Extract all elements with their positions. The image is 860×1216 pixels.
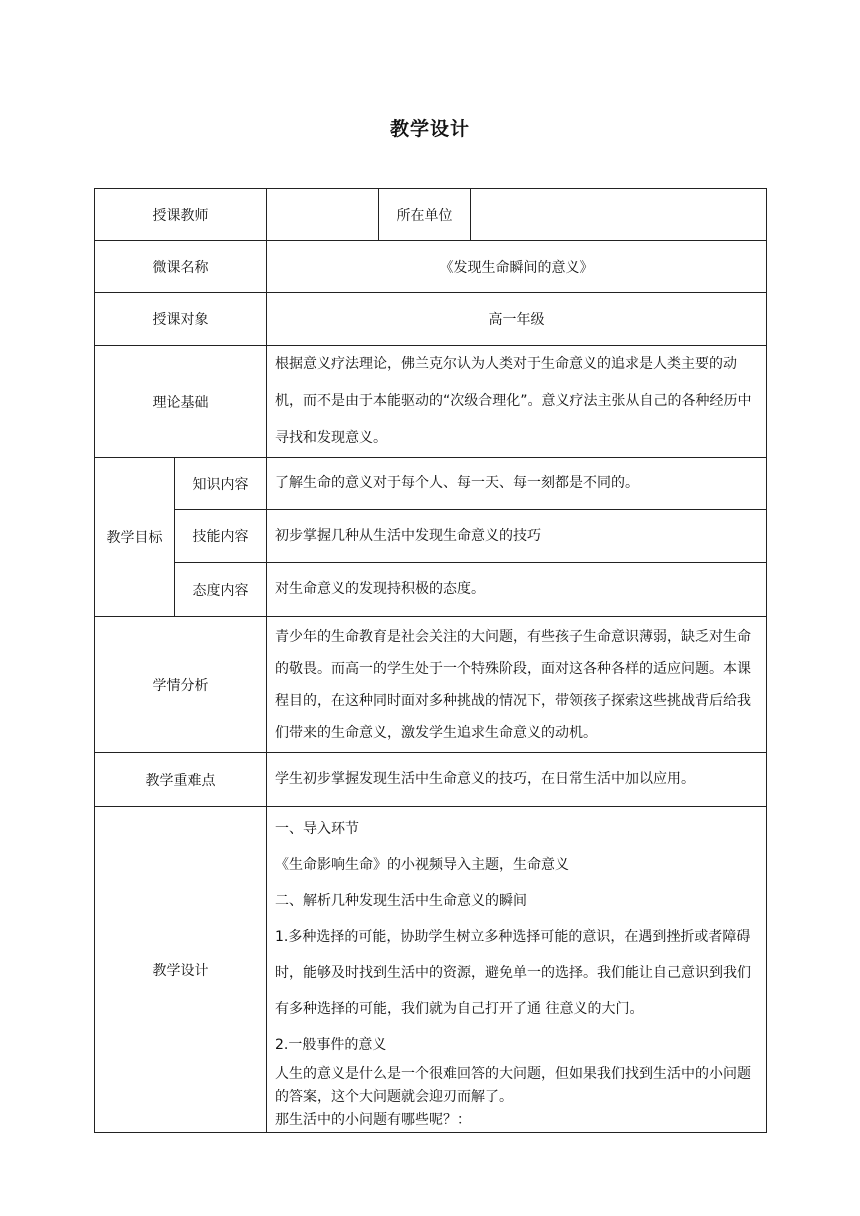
goal-value-knowledge: 了解生命的意义对于每个人、每一天、每一刻都是不同的。	[267, 458, 767, 510]
design-line: 一、导入环节	[275, 821, 359, 837]
row-teacher	[95, 189, 767, 241]
design-line: 《生命影响生命》的小视频导入主题，生命意义	[275, 857, 569, 873]
audience-label: 授课对象	[95, 293, 267, 346]
analysis-label: 学情分析	[95, 617, 267, 753]
goal-value-attitude: 对生命意义的发现持积极的态度。	[267, 563, 767, 617]
theory-value: 根据意义疗法理论，佛兰克尔认为人类对于生命意义的追求是人类主要的动机，而不是由于本能驱动的“次级合理化”。意义疗法主张从自己的各种经历中寻找和发现意义。	[267, 346, 767, 458]
design-label: 教学设计	[95, 807, 267, 1133]
teacher-value	[267, 189, 379, 241]
key-points-value: 学生初步掌握发现生活中生命意义的技巧，在日常生活中加以应用。	[267, 753, 767, 807]
analysis-value: 青少年的生命教育是社会关注的大问题，有些孩子生命意识薄弱，缺乏对生命的敬畏。而高一的学生处于一个特殊阶段，面对这各种各样的适应问题。本课程目的，在这种同时面对多种挑战的情况下，带领孩子探索这些挑战背后给我们带来的生命意义，激发学生追求生命意义的动机。	[267, 617, 767, 753]
row-theory	[95, 346, 767, 458]
goal-label-skill: 技能内容	[175, 510, 267, 563]
lesson-design-table	[94, 188, 767, 1133]
teacher-label: 授课教师	[95, 189, 267, 241]
row-course-name	[95, 241, 767, 293]
design-line: 二、解析几种发现生活中生命意义的瞬间	[275, 893, 527, 909]
row-audience	[95, 293, 767, 346]
row-goal-knowledge	[95, 458, 767, 510]
page-title: 教学设计	[389, 118, 470, 140]
key-points-label: 教学重难点	[95, 753, 267, 807]
design-content	[267, 807, 767, 1133]
row-analysis	[95, 617, 767, 753]
row-key-points	[95, 753, 767, 807]
goal-label-knowledge: 知识内容	[175, 458, 267, 510]
course-name-value: 《发现生命瞬间的意义》	[267, 241, 767, 293]
goals-label: 教学目标	[95, 458, 175, 617]
design-line: 人生的意义是什么是一个很难回答的大问题，但如果我们找到生活中的小问题的答案，这个大问题就会迎刃而解了。	[275, 1066, 751, 1105]
design-line: 那生活中的小问题有哪些呢？：	[275, 1112, 471, 1128]
design-line: 2.一般事件的意义	[275, 1037, 387, 1053]
unit-label: 所在单位	[379, 189, 471, 241]
unit-value	[471, 189, 767, 241]
goal-value-skill: 初步掌握几种从生活中发现生命意义的技巧	[267, 510, 767, 563]
goal-label-attitude: 态度内容	[175, 563, 267, 617]
design-line: 1.多种选择的可能，协助学生树立多种选择可能的意识，在遇到挫折或者障碍时，能够及时找到生活中的资源，避免单一的选择。我们能让自己意识到我们有多种选择的可能，我们就为自己打开了通 往意义的大门。	[275, 929, 751, 1017]
row-goal-attitude	[95, 563, 767, 617]
theory-label: 理论基础	[95, 346, 267, 458]
row-goal-skill	[95, 510, 767, 563]
course-name-label: 微课名称	[95, 241, 267, 293]
row-design	[95, 807, 767, 1133]
audience-value: 高一年级	[267, 293, 767, 346]
